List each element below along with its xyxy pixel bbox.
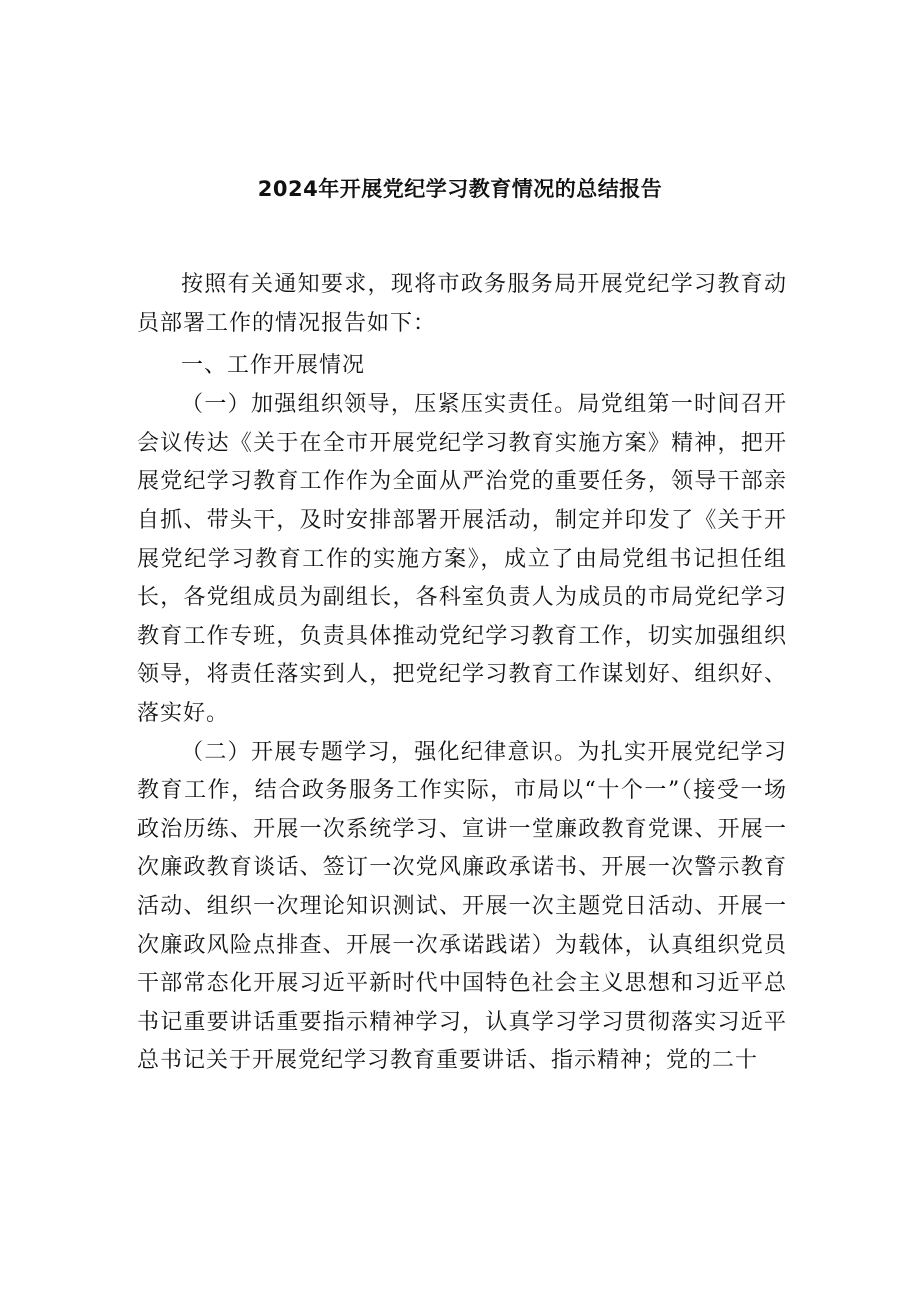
section-heading: 一、工作开展情况 xyxy=(181,353,366,379)
paragraph-1: （一）加强组织领导，压紧压实责任。局党组第一时间召开会议传达《关于在全市开展党纪学习教育实施方案》精神，把开展党纪学习教育工作作为全面从严治党的重要任务，领导干部亲自抓、带头干，及时安排部署开展活动，制定并印发了《关于开展党纪学习教育工作的实施方案》，成立了由局党组书记担任组长，各党组成员为副组长，各科室负责人为成员的市局党纪学习教育工作专班，负责具体推动党纪学习教育工作，切实加强组织领导，将责任落实到人，把党纪学习教育工作谋划好、组织好、落实好。 xyxy=(137,392,787,726)
document-title: 2024年开展党纪学习教育情况的总结报告 xyxy=(257,177,663,201)
paragraph-2: （二）开展专题学习，强化纪律意识。为扎实开展党纪学习教育工作，结合政务服务工作实际，市局以“十个一”（接受一场政治历练、开展一次系统学习、宣讲一堂廉政教育党课、开展一次廉政教育谈话、签订一次党风廉政承诺书、开展一次警示教育活动、组织一次理论知识测试、开展一次主题党日活动、开展一次廉政风险点排查、开展一次承诺践诺）为载体，认真组织党员干部常态化开展习近平新时代中国特色社会主义思想和习近平总书记重要讲话重要指示精神学习，认真学习学习贯彻落实习近平总书记关于开展党纪学习教育重要讲话、指示精神；党的二十 xyxy=(137,739,787,1074)
document-body xyxy=(137,266,787,1081)
intro-paragraph: 按照有关通知要求，现将市政务服务局开展党纪学习教育动员部署工作的情况报告如下： xyxy=(137,272,787,336)
